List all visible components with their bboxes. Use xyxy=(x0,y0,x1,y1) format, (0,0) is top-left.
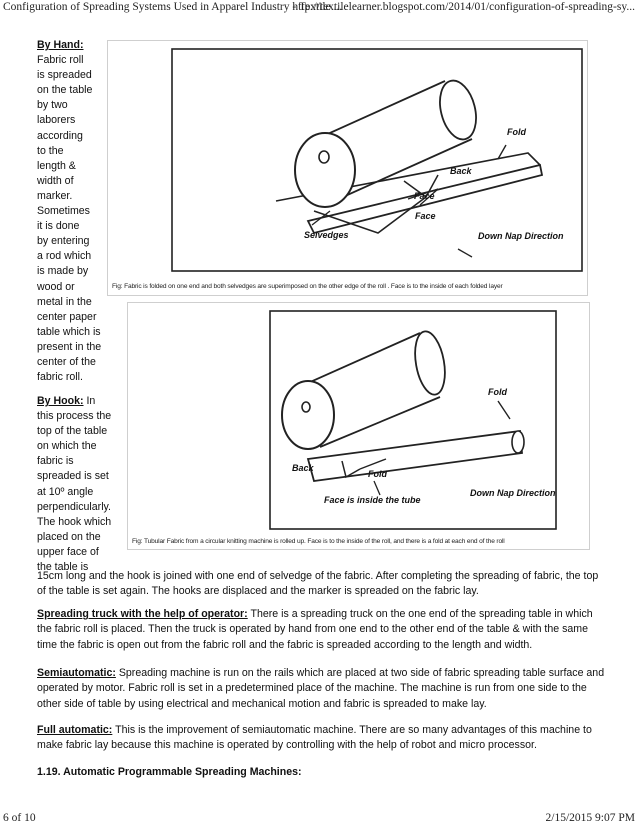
by-hand-line: is spreaded xyxy=(37,69,92,82)
tubular-fabric-illustration xyxy=(128,303,591,551)
by-hand-line: metal in the xyxy=(37,295,92,308)
figure-folded-fabric xyxy=(107,40,588,296)
page-header-url[interactable]: http://textilelearner.blogspot.com/2014/01/configuration-of-spreading-sy... xyxy=(292,1,635,13)
by-hand-line: is made by xyxy=(37,265,89,278)
by-hook-line: top of the table xyxy=(37,425,108,438)
full-automatic-heading: Full automatic: xyxy=(37,724,113,736)
by-hook-line: upper face of xyxy=(37,545,99,558)
figure2-caption: Fig: Tubular Fabric from a circular knitting machine is rolled up. Face is to the inside of the roll, and there is a fold at each end of the roll xyxy=(132,538,505,545)
by-hand-line: a rod which xyxy=(37,250,92,263)
by-hand-line: by two xyxy=(37,99,68,112)
by-hook-line: on which the xyxy=(37,440,97,453)
by-hand-line: present in the xyxy=(37,340,102,353)
by-hand-line: Sometimes xyxy=(37,205,90,218)
roll-near-end xyxy=(295,133,355,207)
section-heading: 1.19. Automatic Programmable Spreading Machines: xyxy=(37,766,302,778)
by-hook-line: The hook which xyxy=(37,515,112,528)
label-back: Back xyxy=(450,166,472,176)
by-hand-line: according xyxy=(37,129,83,142)
full-automatic-text: This is the improvement of semiautomatic machine. There are so many advantages of this machine to make fabric lay because this machine is operated by controlling with the help of robot and micro processor. xyxy=(37,724,592,752)
by-hook-line: perpendicularly. xyxy=(37,500,112,513)
by-hook-line: this process the xyxy=(37,410,112,423)
by-hand-line: to the xyxy=(37,144,64,157)
by-hook-line: placed on the xyxy=(37,530,101,543)
by-hook-heading: By Hook: xyxy=(37,395,84,407)
label-nap-direction: Down Nap Direction xyxy=(470,488,556,498)
page-footer-number: 6 of 10 xyxy=(3,812,36,824)
page-header-title: Configuration of Spreading Systems Used in Apparel Industry - Textile ... xyxy=(3,1,343,13)
spreading-truck-text: There is a spreading truck on the one end of the spreading table in which the fabric roll is placed. Then the truck is operated by hand from one end to the other end of the table & with the same time the fabric is open out from the fabric roll and the fabric is spreaded according to the length and width. xyxy=(37,608,593,651)
by-hook-line: at 10º angle xyxy=(37,485,94,498)
by-hook-line: fabric is xyxy=(37,455,74,468)
spreading-truck-heading: Spreading truck with the help of operator: xyxy=(37,608,248,620)
semiautomatic-heading: Semiautomatic: xyxy=(37,667,116,679)
roll-core xyxy=(302,402,310,412)
by-hand-line: center of the xyxy=(37,355,96,368)
label-fold-left: Fold xyxy=(368,469,387,479)
label-nap-direction: Down Nap Direction xyxy=(478,231,564,241)
label-fold: Fold xyxy=(507,127,526,137)
by-hook-first-word: In xyxy=(86,395,96,407)
roll-core xyxy=(319,151,329,163)
figure1-caption: Fig: Fabric is folded on one end and both selvedges are superimposed on the other edge of the roll . Face is to the inside of each folded layer xyxy=(112,283,503,290)
label-fold-right: Fold xyxy=(488,387,507,397)
figure-tubular-fabric xyxy=(127,302,590,550)
by-hand-line: by entering xyxy=(37,235,90,248)
by-hook-line: the table is xyxy=(37,561,89,574)
label-selvedges: Selvedges xyxy=(304,230,349,240)
by-hand-line: wood or xyxy=(37,280,75,293)
folded-fabric-illustration xyxy=(108,41,589,297)
by-hand-line: laborers xyxy=(37,114,76,127)
page-footer-datetime: 2/15/2015 9:07 PM xyxy=(545,812,635,824)
label-face-inside-tube: Face is inside the tube xyxy=(324,495,421,505)
by-hand-line: table which is xyxy=(37,325,101,338)
semiautomatic-text: Spreading machine is run on the rails which are placed at two side of fabric spreading table surface and operated by motor. Fabric roll is set in a predetermined place of the machine. The machine is run from one side to the other side of table by using electrical and mechanical motion and fabric is spreaded to make lay. xyxy=(37,667,605,710)
by-hand-line: it is done xyxy=(37,220,80,233)
label-face-2: Face xyxy=(415,211,436,221)
semiautomatic-paragraph xyxy=(37,666,605,712)
roll-near-end xyxy=(282,381,334,449)
by-hand-heading: By Hand: xyxy=(37,39,84,51)
by-hand-line: length & xyxy=(37,159,76,172)
spreading-truck-paragraph xyxy=(37,607,605,653)
label-face-1: Face xyxy=(414,191,435,201)
tube-fold-end xyxy=(512,431,524,453)
by-hook-line: spreaded is set xyxy=(37,470,109,483)
label-back: Back xyxy=(292,463,314,473)
by-hand-line: center paper xyxy=(37,310,97,323)
by-hook-continuation: 15cm long and the hook is joined with one end of selvedge of the fabric. After completing the spreading of fabric, the top of the table is set again. The hooks are displaced and the marker is spreaded on the fabric lay. xyxy=(37,570,599,598)
by-hand-line: width of xyxy=(37,174,74,187)
by-hand-line: on the table xyxy=(37,84,93,97)
by-hand-line: fabric roll. xyxy=(37,371,83,384)
full-automatic-paragraph xyxy=(37,723,605,754)
by-hook-section xyxy=(37,394,121,575)
by-hand-line: marker. xyxy=(37,189,73,202)
by-hand-line: Fabric roll xyxy=(37,54,84,67)
